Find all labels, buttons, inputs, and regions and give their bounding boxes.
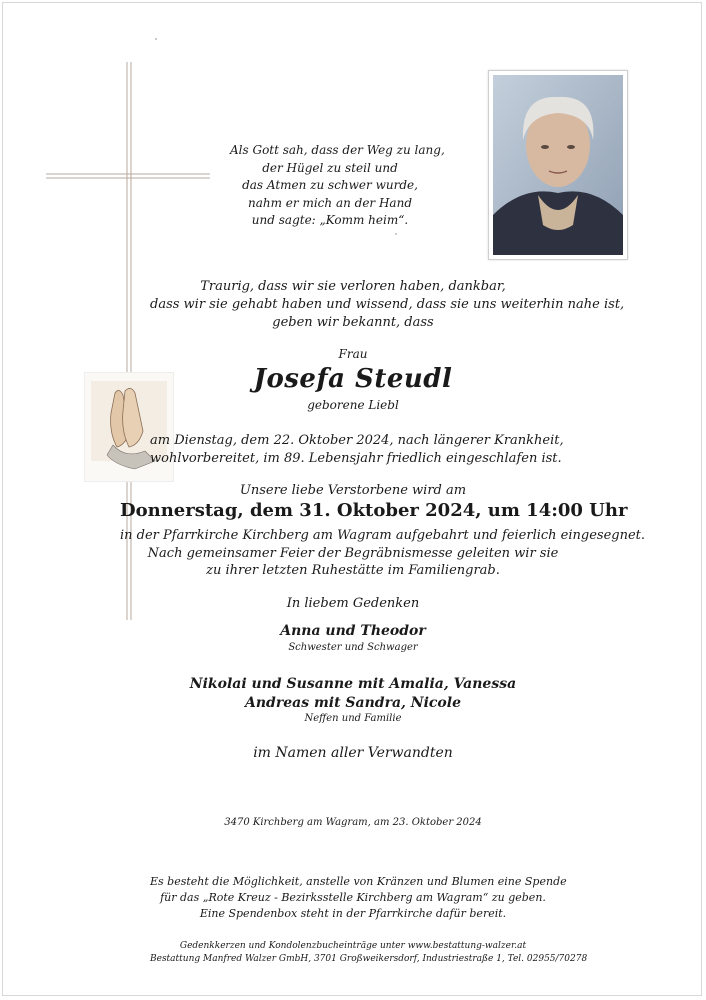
remembrance: In liebem Gedenken (286, 596, 420, 611)
on-behalf: im Namen aller Verwandten (253, 745, 453, 761)
decor-dot (395, 233, 397, 235)
decor-dot (155, 38, 157, 40)
poem-line: Als Gott sah, dass der Weg zu lang, (230, 143, 445, 157)
poem-line: nahm er mich an der Hand (248, 195, 412, 210)
place-date: 3470 Kirchberg am Wagram, am 23. Oktober 2024 (224, 817, 482, 828)
mourner-names (150, 675, 556, 713)
ceremony-text (120, 527, 646, 580)
footer-line: Gedenkkerzen und Kondolenzbucheinträge unter www.bestattung-walzer.at (179, 941, 527, 951)
death-line: wohlvorbereitet, im 89. Lebensjahr friedlich eingeschlafen ist. (150, 451, 562, 466)
ceremony-line: Nach gemeinsamer Feier der Begräbnismesse geleiten wir sie (147, 545, 559, 561)
salutation: Frau (338, 347, 368, 361)
deceased-name: Josefa Steudl (253, 364, 453, 394)
footer-line: Bestattung Manfred Walzer GmbH, 3701 Großweikersdorf, Industriestraße 1, Tel. 02955/70278 (150, 954, 588, 964)
poem-line: das Atmen zu schwer wurde, (242, 178, 418, 192)
ceremony-date: Donnerstag, dem 31. Oktober 2024, um 14:00 Uhr (120, 500, 628, 521)
death-notice (150, 432, 564, 468)
donation-line: Es besteht die Möglichkeit, anstelle von Kränzen und Blumen eine Spende (150, 875, 567, 888)
mourner-relation: Neffen und Familie (304, 713, 402, 724)
intro-line: dass wir sie gehabt haben und wissend, dass sie uns weiterhin nahe ist, (150, 297, 625, 312)
mourner-name-line: Nikolai und Susanne mit Amalia, Vanessa (189, 676, 517, 692)
portrait-image (493, 75, 623, 255)
mourner-relation: Schwester und Schwager (288, 642, 418, 653)
mourner-names: Anna und Theodor (280, 623, 426, 639)
mourner-name-line: Andreas mit Sandra, Nicole (245, 695, 461, 711)
poem-line: der Hügel zu steil und (262, 160, 398, 175)
intro-line: Traurig, dass wir sie verloren haben, dankbar, (200, 279, 506, 294)
intro-text (150, 278, 625, 332)
death-line: am Dienstag, dem 22. Oktober 2024, nach längerer Krankheit, (150, 433, 564, 448)
donation-note (150, 874, 567, 922)
ceremony-line: zu ihrer letzten Ruhestätte im Familiengrab. (206, 563, 500, 578)
donation-line: für das „Rote Kreuz - Bezirksstelle Kirchberg am Wagram“ zu geben. (160, 891, 546, 904)
birth-name: geborene Liebl (307, 398, 399, 412)
poem-line: und sagte: „Komm heim“. (251, 213, 409, 227)
ceremony-line: in der Pfarrkirche Kirchberg am Wagram aufgebahrt und feierlich eingesegnet. (120, 528, 646, 543)
footer (150, 940, 588, 966)
donation-line: Eine Spendenbox steht in der Pfarrkirche dafür bereit. (199, 907, 507, 920)
intro-line: geben wir bekannt, dass (272, 315, 434, 330)
portrait-photo (488, 70, 628, 260)
ceremony-lead: Unsere liebe Verstorbene wird am (239, 483, 467, 498)
poem (230, 142, 445, 230)
